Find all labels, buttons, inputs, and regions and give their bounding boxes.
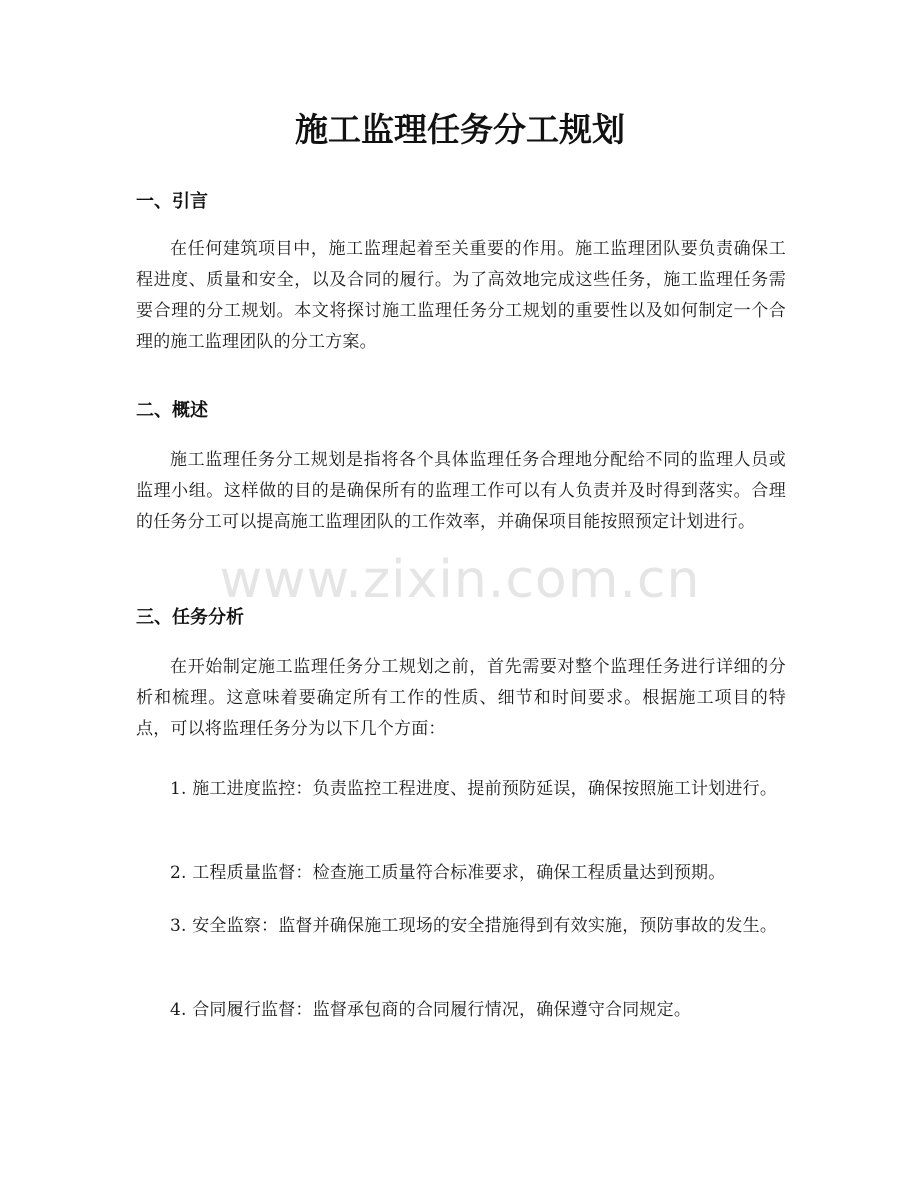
section-heading-overview: 二、概述 xyxy=(136,400,208,421)
paragraph-overview: 施工监理任务分工规划是指将各个具体监理任务合理地分配给不同的监理人员或监理小组。这样做的目的是确保所有的监理工作可以有人负责并及时得到落实。合理的任务分工可以提高施工监理团队的工作效率，并确保项目能按照预定计划进行。 xyxy=(136,450,786,532)
paragraph-task-analysis: 在开始制定施工监理任务分工规划之前，首先需要对整个监理任务进行详细的分析和梳理。这意味着要确定所有工作的性质、细节和时间要求。根据施工项目的特点，可以将监理任务分为以下几个方面： xyxy=(136,657,786,739)
section-heading-introduction: 一、引言 xyxy=(136,191,208,212)
watermark-text: www.zixin.com.cn xyxy=(219,550,701,610)
paragraph-introduction: 在任何建筑项目中，施工监理起着至关重要的作用。施工监理团队要负责确保工程进度、质量和安全，以及合同的履行。为了高效地完成这些任务，施工监理任务需要合理的分工规划。本文将探讨施工监理任务分工规划的重要性以及如何制定一个合理的施工监理团队的分工方案。 xyxy=(136,239,786,352)
list-item-progress-control: 1. 施工进度监控：负责监控工程进度、提前预防延误，确保按照施工计划进行。 xyxy=(170,779,778,799)
list-item-contract-supervision: 4. 合同履行监督：监督承包商的合同履行情况，确保遵守合同规定。 xyxy=(170,1000,692,1020)
list-item-quality-supervision: 2. 工程质量监督：检查施工质量符合标准要求，确保工程质量达到预期。 xyxy=(170,863,726,883)
list-item-safety-inspection: 3. 安全监察：监督并确保施工现场的安全措施得到有效实施，预防事故的发生。 xyxy=(170,916,778,936)
section-heading-task-analysis: 三、任务分析 xyxy=(136,607,244,628)
document-title: 施工监理任务分工规划 xyxy=(295,110,625,149)
